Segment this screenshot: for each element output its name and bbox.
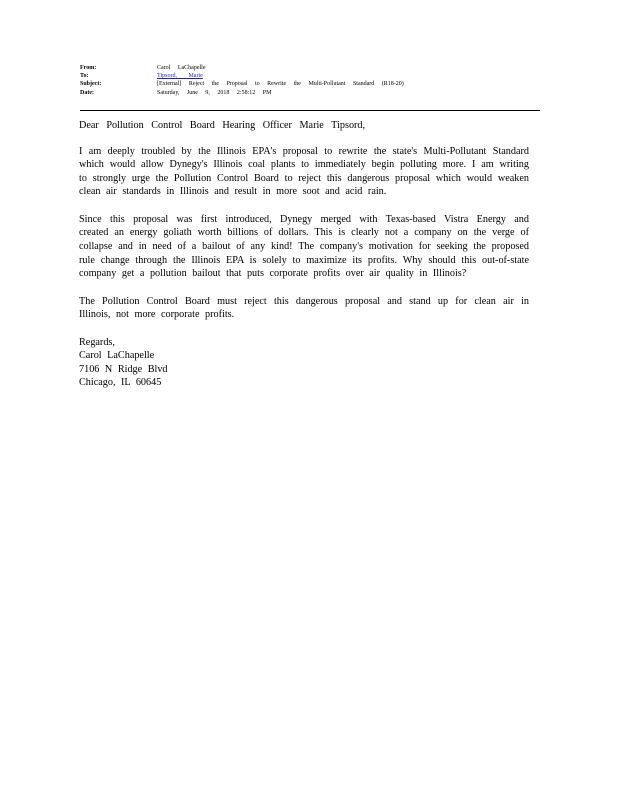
to-row <box>80 72 404 80</box>
paragraph-2: Since this proposal was first introduced, Dynegy merged with Texas-based Vistra Energy and created an energy goliath worth billions of dollars. This is clearly not a company on the verge of collapse and in need of a bailout of any kind! The company's motivation for seeking the proposed rule change through the Illinois EPA is solely to maximize its profits. Why should this out-of-state company get a pollution bailout that puts corporate profits over air quality in Illinois? <box>79 213 529 280</box>
date-row <box>80 89 404 97</box>
signature-street: 7106 N Ridge Blvd <box>79 363 168 375</box>
date-value: Saturday, June 9, 2018 2:58:12 PM <box>157 89 272 96</box>
signature-name: Carol LaChapelle <box>79 350 155 362</box>
signature-block <box>79 336 529 390</box>
letter-body <box>79 119 529 390</box>
from-value: Carol LaChapelle <box>157 65 206 71</box>
date-label: Date: <box>80 89 94 96</box>
paragraph-3: The Pollution Control Board must reject this dangerous proposal and stand up for clean air in Illinois, not more corporate profits. <box>79 295 529 321</box>
email-header <box>80 64 404 97</box>
to-value-link[interactable]: Tipsord, Marie <box>157 73 203 80</box>
subject-value: [External] Reject the Proposal to Rewrite the Multi-Pollutant Standard (R18-20) <box>157 81 404 88</box>
subject-row <box>80 80 404 88</box>
paragraph-1: I am deeply troubled by the Illinois EPA's proposal to rewrite the state's Multi-Pollutant Standard which would allow Dynegy's Illinois coal plants to immediately begin polluting more. I am writing to strongly urge the Pollution Control Board to reject this dangerous proposal which would weaken clean air standards in Illinois and result in more soot and acid rain. <box>79 145 529 198</box>
header-divider <box>80 110 540 111</box>
to-label: To: <box>80 73 89 80</box>
closing: Regards, <box>79 336 115 348</box>
signature-city: Chicago, IL 60645 <box>79 377 162 389</box>
subject-label: Subject: <box>80 81 102 88</box>
from-label: From: <box>80 65 97 71</box>
from-row <box>80 64 404 72</box>
greeting: Dear Pollution Control Board Hearing Officer Marie Tipsord, <box>79 120 366 131</box>
